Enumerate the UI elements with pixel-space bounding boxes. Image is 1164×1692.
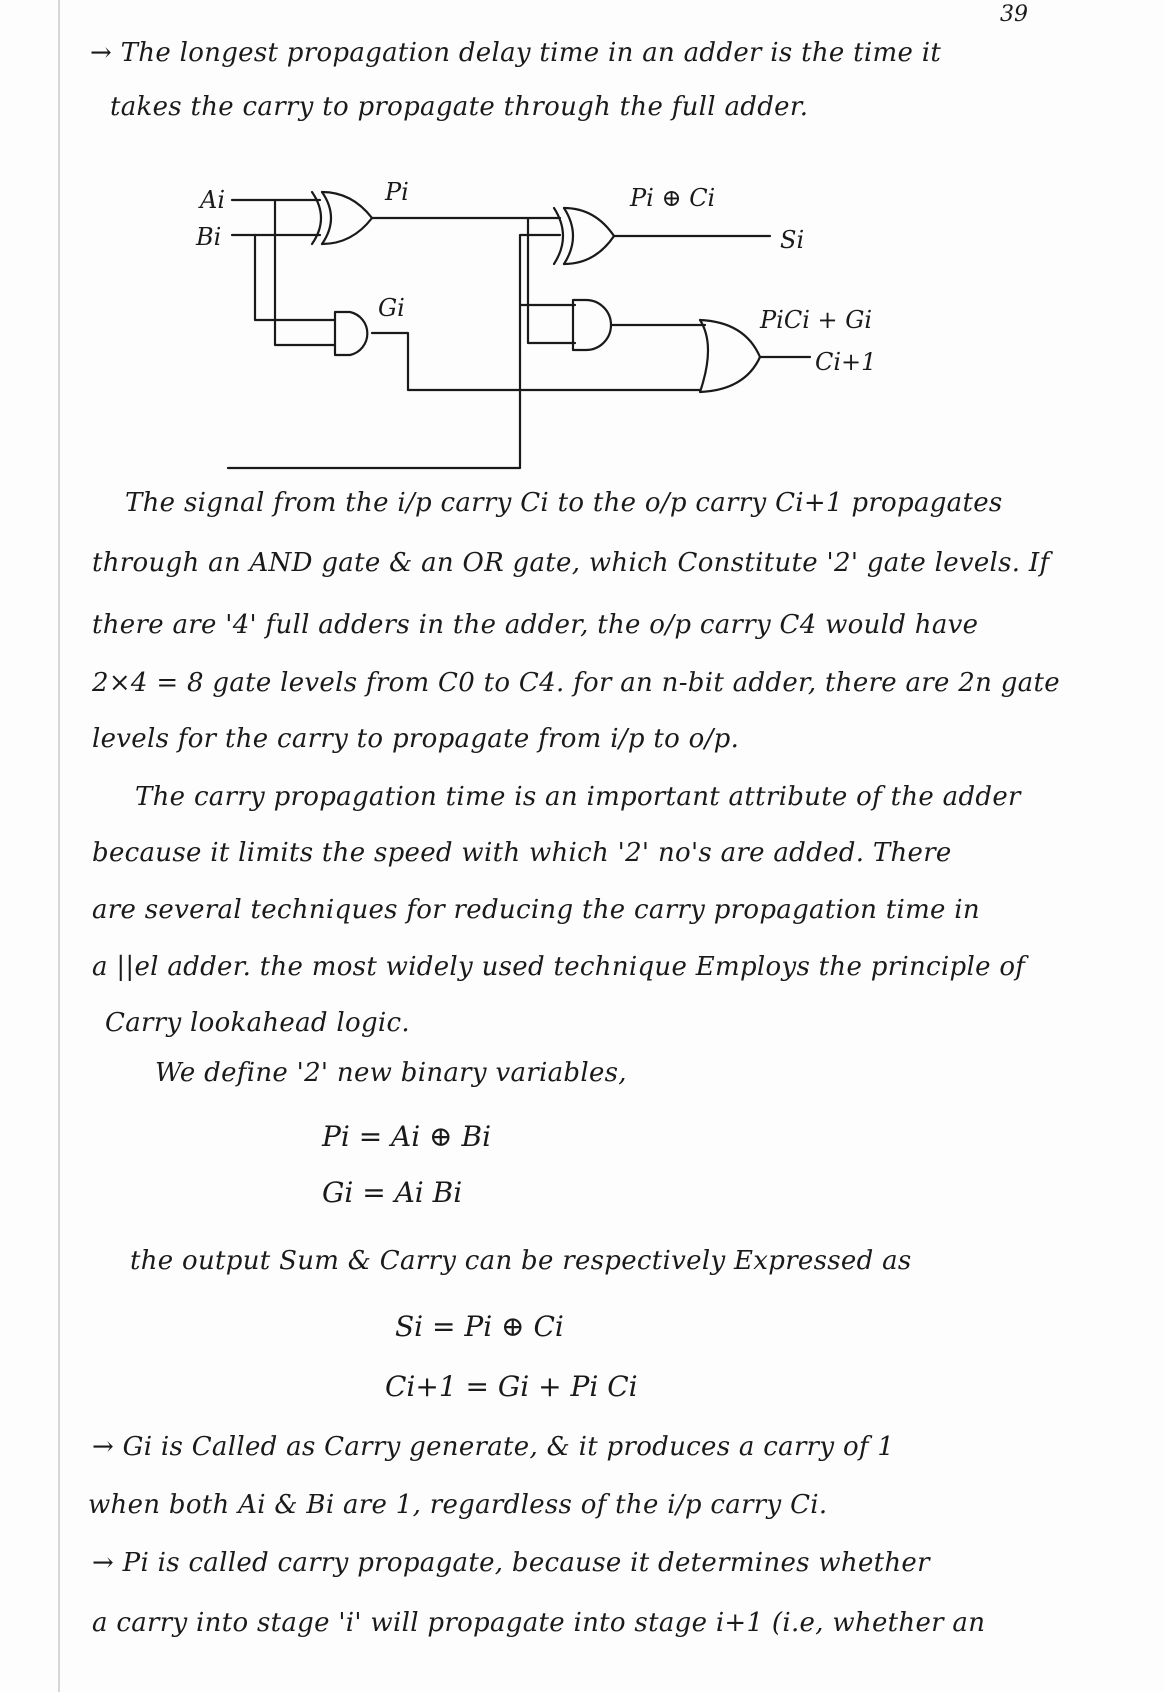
equation-si: Si = Pi ⊕ Ci — [395, 1310, 564, 1343]
label-s: Si — [780, 226, 805, 254]
full-adder-circuit-diagram — [0, 0, 1164, 520]
page-number: 39 — [1000, 2, 1028, 27]
para2-line-3: are several techniques for reducing the carry propagation time in — [92, 895, 980, 925]
label-b: Bi — [196, 223, 222, 251]
and-gate-2 — [573, 300, 611, 350]
para2-line-4: a ||el adder. the most widely used technique Employs the principle of — [92, 952, 1026, 982]
label-c-out: Ci+1 — [815, 348, 877, 376]
label-p: Pi — [385, 178, 409, 206]
para1-line-3: there are '4' full adders in the adder, the o/p carry C4 would have — [92, 610, 979, 640]
para2-line-2: because it limits the speed with which '2' no's are added. There — [92, 838, 952, 868]
equation-ci-plus-1: Ci+1 = Gi + Pi Ci — [385, 1370, 638, 1403]
define-line: We define '2' new binary variables, — [155, 1058, 627, 1088]
note-line-1: → Gi is Called as Carry generate, & it produces a carry of 1 — [92, 1432, 895, 1462]
label-a: Ai — [200, 186, 226, 214]
wire-c-in — [228, 235, 560, 468]
note-line-3: → Pi is called carry propagate, because it determines whether — [92, 1548, 930, 1578]
para1-line-1: The signal from the i/p carry Ci to the o/p carry Ci+1 propagates — [125, 488, 1003, 518]
wire-a-branch — [275, 200, 335, 345]
intro-line-2: takes the carry to propagate through the full adder. — [110, 92, 809, 122]
para2-line-5: Carry lookahead logic. — [105, 1008, 410, 1038]
output-line: the output Sum & Carry can be respectively Expressed as — [130, 1246, 912, 1276]
note-line-2: when both Ai & Bi are 1, regardless of the i/p carry Ci. — [88, 1490, 828, 1520]
equation-gi: Gi = Ai Bi — [322, 1176, 463, 1209]
wire-p-branch — [528, 218, 575, 343]
para1-line-2: through an AND gate & an OR gate, which Constitute '2' gate levels. If — [92, 548, 1050, 578]
equation-pi: Pi = Ai ⊕ Bi — [322, 1120, 492, 1153]
para1-line-5: levels for the carry to propagate from i/p to o/p. — [92, 724, 740, 754]
para1-line-4: 2×4 = 8 gate levels from C0 to C4. for an n-bit adder, there are 2n gate — [92, 668, 1060, 698]
note-line-4: a carry into stage 'i' will propagate into stage i+1 (i.e, whether an — [92, 1608, 986, 1638]
label-sum-expr: Pi ⊕ Ci — [630, 184, 716, 212]
intro-line-1: → The longest propagation delay time in an adder is the time it — [90, 38, 942, 68]
para2-line-1: The carry propagation time is an important attribute of the adder — [135, 782, 1021, 812]
wire-b-branch — [255, 235, 335, 320]
or-gate — [700, 320, 760, 392]
label-g: Gi — [378, 294, 405, 322]
and-gate-1 — [335, 312, 367, 355]
label-carry-expr: PiCi + Gi — [760, 306, 873, 334]
wire-g — [372, 333, 700, 390]
